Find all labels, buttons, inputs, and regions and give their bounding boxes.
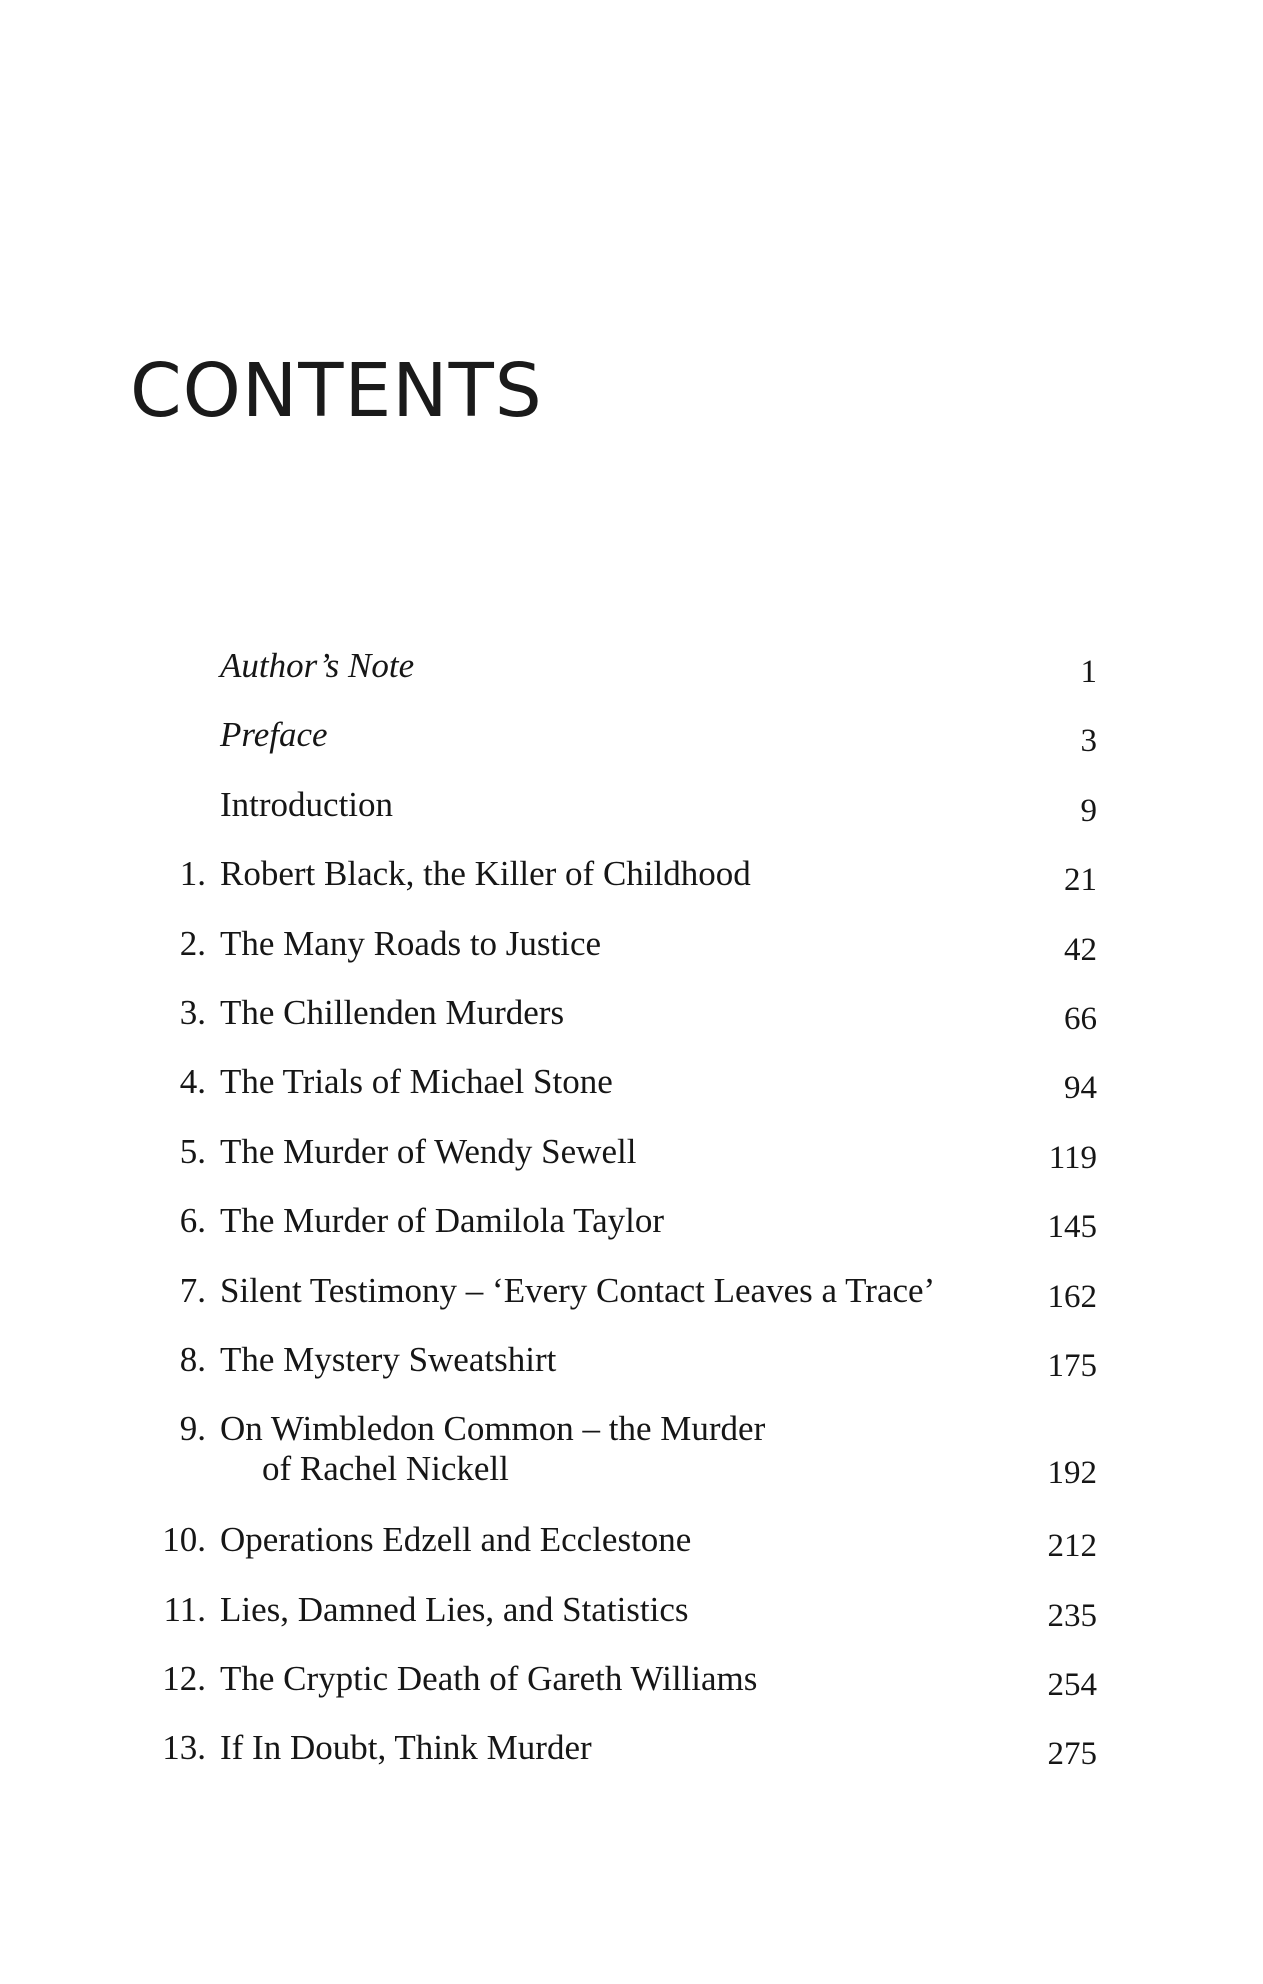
chapter-title-text: Operations Edzell and Ecclestone <box>220 1520 692 1560</box>
chapter-title-continuation: of Rachel Nickell <box>262 1449 509 1489</box>
chapter-title <box>220 1728 592 1768</box>
page-number: 162 <box>1047 1278 1097 1315</box>
page-number: 254 <box>1047 1667 1097 1704</box>
chapter-title-text: The Trials of Michael Stone <box>220 1062 613 1102</box>
chapter-title-text: Silent Testimony – ‘Every Contact Leaves a Trace’ <box>220 1270 936 1310</box>
toc-entry <box>0 715 1263 784</box>
chapter-title <box>220 1201 664 1241</box>
page-number: 21 <box>1064 862 1097 899</box>
toc-entry <box>0 854 1263 923</box>
chapter-title-text: The Cryptic Death of Gareth Williams <box>220 1659 758 1699</box>
chapter-title <box>220 1409 765 1489</box>
toc-entry <box>0 1520 1263 1589</box>
toc-entry <box>0 993 1263 1062</box>
chapter-number: 5. <box>179 1131 206 1171</box>
chapter-title <box>220 646 414 686</box>
chapter-title <box>220 993 564 1033</box>
chapter-title <box>220 924 601 964</box>
toc-entry <box>0 1590 1263 1659</box>
chapter-title-text: The Murder of Damilola Taylor <box>220 1201 664 1241</box>
chapter-title <box>220 854 751 894</box>
page-number: 42 <box>1064 931 1097 968</box>
toc-entry <box>0 1271 1263 1340</box>
chapter-title <box>220 785 393 825</box>
toc-entry <box>0 1132 1263 1201</box>
chapter-number: 3. <box>179 992 206 1032</box>
chapter-title-text: Preface <box>220 715 328 755</box>
chapter-title-text: The Mystery Sweatshirt <box>220 1339 557 1379</box>
page-number: 66 <box>1064 1000 1097 1037</box>
page-number: 212 <box>1047 1528 1097 1565</box>
chapter-number: 12. <box>162 1659 206 1699</box>
chapter-number: 6. <box>179 1201 206 1241</box>
page-number: 175 <box>1047 1347 1097 1384</box>
chapter-title <box>220 1659 757 1699</box>
chapter-title-text: If In Doubt, Think Murder <box>220 1728 592 1768</box>
chapter-title-text: The Chillenden Murders <box>220 992 565 1032</box>
chapter-title-text: The Murder of Wendy Sewell <box>220 1131 637 1171</box>
chapter-title-text: The Many Roads to Justice <box>220 923 602 963</box>
chapter-number: 4. <box>179 1062 206 1102</box>
page-number: 145 <box>1047 1209 1097 1246</box>
chapter-title <box>220 715 328 755</box>
page-title: CONTENTS <box>130 348 543 434</box>
chapter-title <box>220 1590 689 1630</box>
page-number: 119 <box>1048 1139 1097 1176</box>
chapter-title-text: Introduction <box>220 784 394 824</box>
chapter-title-text: Author’s Note <box>220 646 415 685</box>
toc-entry <box>0 924 1263 993</box>
toc-entry <box>0 1409 1263 1520</box>
toc-entry <box>0 646 1263 715</box>
toc-entry <box>0 1201 1263 1270</box>
chapter-number: 13. <box>162 1728 206 1768</box>
chapter-title <box>220 1132 636 1172</box>
chapter-title-text: Lies, Damned Lies, and Statistics <box>220 1589 689 1629</box>
chapter-number: 9. <box>179 1409 206 1449</box>
chapter-number: 2. <box>179 923 206 963</box>
page-number: 1 <box>1080 654 1097 690</box>
page-number: 9 <box>1080 792 1097 829</box>
chapter-title <box>220 1340 556 1380</box>
chapter-title <box>220 1520 691 1560</box>
chapter-number: 7. <box>179 1270 206 1310</box>
chapter-number: 1. <box>179 854 206 894</box>
chapter-title <box>220 1062 613 1102</box>
chapter-number: 8. <box>179 1339 206 1379</box>
page-number: 275 <box>1047 1736 1097 1773</box>
chapter-number: 10. <box>162 1520 206 1560</box>
toc-entry <box>0 785 1263 854</box>
page-number: 235 <box>1047 1597 1097 1634</box>
toc-entry <box>0 1340 1263 1409</box>
toc-entry <box>0 1659 1263 1728</box>
page-number: 192 <box>1047 1455 1097 1492</box>
chapter-title-text: Robert Black, the Killer of Childhood <box>220 854 751 894</box>
chapter-title <box>220 1271 935 1311</box>
table-of-contents <box>0 646 1263 1798</box>
page-number: 3 <box>1080 723 1097 760</box>
toc-entry <box>0 1728 1263 1797</box>
chapter-number: 11. <box>163 1589 206 1629</box>
toc-entry <box>0 1062 1263 1131</box>
chapter-title-text: On Wimbledon Common – the Murder <box>220 1409 766 1449</box>
page-number: 94 <box>1064 1070 1097 1107</box>
